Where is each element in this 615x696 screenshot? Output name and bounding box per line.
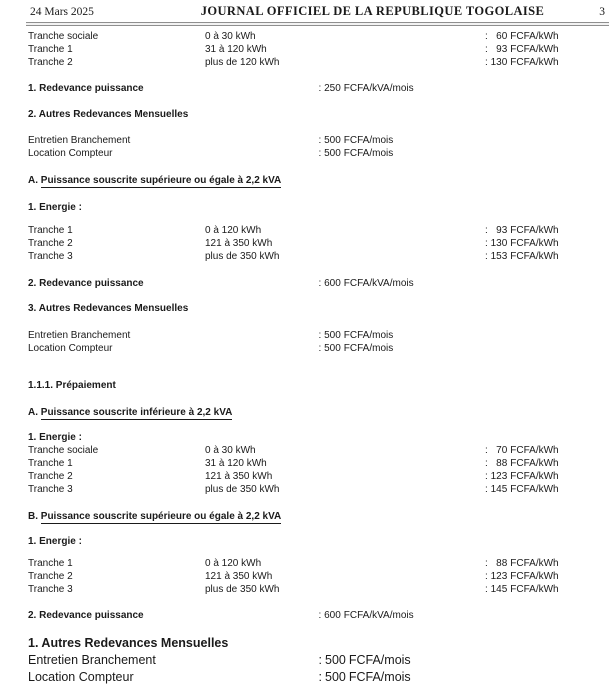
fees-block-2 <box>28 329 609 355</box>
tranche-range: plus de 350 kWh <box>205 251 280 262</box>
value-unit: FCFA/kVA/mois <box>343 278 414 289</box>
value-number: 250 <box>324 83 341 94</box>
rate-unit: FCFA/kWh <box>510 584 559 595</box>
rate-unit: FCFA/kWh <box>510 471 559 482</box>
rate-number: 88 <box>496 458 508 469</box>
value-number: 500 <box>324 343 341 354</box>
tariff-block-2 <box>28 224 609 263</box>
fee-label: Location Compteur <box>28 148 113 159</box>
value-number: 500 <box>324 330 341 341</box>
colon: : <box>318 610 322 621</box>
fee-value <box>319 147 610 160</box>
rate-unit: FCFA/kWh <box>510 238 559 249</box>
colon: : <box>318 148 322 159</box>
section-heading-a <box>28 174 609 187</box>
tranche-rate <box>485 30 609 43</box>
page-header <box>0 0 615 19</box>
redevance-value <box>319 609 610 622</box>
subsection-heading: 2. Autres Redevances Mensuelles <box>28 109 189 120</box>
value-unit: FCFA/kVA/mois <box>343 83 414 94</box>
tranche-label: Tranche sociale <box>28 445 99 456</box>
redevance-value <box>319 277 610 290</box>
redevance-label: 1. Redevance puissance <box>28 83 144 94</box>
energie-heading: 1. Energie : <box>28 202 82 213</box>
tranche-label: Tranche 1 <box>28 44 73 55</box>
tranche-label: Tranche 3 <box>28 251 73 262</box>
section-heading-a2 <box>28 406 609 419</box>
tranche-label: Tranche 3 <box>28 484 73 495</box>
energie-heading: 1. Energie : <box>28 536 82 547</box>
tranche-label: Tranche 2 <box>28 238 73 249</box>
tranche-label: Tranche 2 <box>28 471 73 482</box>
fee-value <box>319 329 610 342</box>
colon: : <box>485 225 488 236</box>
tranche-label: Tranche 1 <box>28 225 73 236</box>
section-letter: A. <box>28 175 38 186</box>
tranche-rate <box>485 237 609 250</box>
tranche-rate <box>485 224 609 237</box>
colon: : <box>318 330 322 341</box>
section-letter: A. <box>28 407 38 418</box>
colon: : <box>318 135 322 146</box>
prepaiement-heading: 1.1.1. Prépaiement <box>28 380 116 391</box>
tranche-range: 31 à 120 kWh <box>205 458 267 469</box>
fee-label: Entretien Branchement <box>28 330 131 341</box>
colon: : <box>485 484 488 495</box>
header-double-rule <box>26 22 609 26</box>
section-title: Puissance souscrite supérieure ou égale à 2,2 kVA <box>40 175 282 186</box>
tariff-row <box>28 570 609 583</box>
value-unit: FCFA/kVA/mois <box>343 610 414 621</box>
colon: : <box>485 44 488 55</box>
fee-value <box>319 342 610 355</box>
rate-unit: FCFA/kWh <box>510 445 559 456</box>
tranche-label: Tranche sociale <box>28 31 99 42</box>
rate-unit: FCFA/kWh <box>510 31 559 42</box>
redevance-row <box>28 277 609 290</box>
tranche-range: plus de 120 kWh <box>205 57 280 68</box>
value-number: 600 <box>324 278 341 289</box>
tranche-rate <box>485 570 609 583</box>
tranche-label: Tranche 1 <box>28 458 73 469</box>
tranche-range: plus de 350 kWh <box>205 484 280 495</box>
value-number: 500 <box>325 670 346 684</box>
fee-row <box>28 652 609 669</box>
colon: : <box>318 670 322 684</box>
value-unit: FCFA/mois <box>348 653 411 667</box>
tariff-block-1 <box>28 30 609 69</box>
subsection-heading-large: 1. Autres Redevances Mensuelles <box>28 636 229 650</box>
tranche-range: 0 à 30 kWh <box>205 445 256 456</box>
fee-row <box>28 329 609 342</box>
tariff-block-4 <box>28 557 609 596</box>
value-number: 500 <box>324 135 341 146</box>
value-unit: FCFA/mois <box>343 148 394 159</box>
tranche-range: 121 à 350 kWh <box>205 571 273 582</box>
rate-number: 145 <box>490 484 508 495</box>
tranche-range: 0 à 30 kWh <box>205 31 256 42</box>
tranche-label: Tranche 2 <box>28 571 73 582</box>
rate-number: 93 <box>496 44 508 55</box>
tranche-rate <box>485 250 609 263</box>
rate-unit: FCFA/kWh <box>510 57 559 68</box>
redevance-value <box>319 82 610 95</box>
fee-value <box>319 669 610 686</box>
tariff-row <box>28 483 609 496</box>
value-unit: FCFA/mois <box>343 330 394 341</box>
tariff-row <box>28 30 609 43</box>
value-number: 500 <box>324 148 341 159</box>
colon: : <box>318 653 322 667</box>
fees-block-1 <box>28 134 609 160</box>
tranche-range: 0 à 120 kWh <box>205 225 262 236</box>
value-unit: FCFA/mois <box>343 135 394 146</box>
rate-number: 88 <box>496 558 508 569</box>
rate-unit: FCFA/kWh <box>510 44 559 55</box>
header-date: 24 Mars 2025 <box>30 6 94 18</box>
colon: : <box>485 584 488 595</box>
tranche-rate <box>485 43 609 56</box>
value-number: 600 <box>324 610 341 621</box>
tranche-rate <box>485 483 609 496</box>
rate-number: 70 <box>496 445 508 456</box>
tranche-range: 31 à 120 kWh <box>205 44 267 55</box>
tranche-rate <box>485 557 609 570</box>
bottom-large-block <box>28 635 609 686</box>
section-title: Puissance souscrite supérieure ou égale à 2,2 kVA <box>40 511 282 522</box>
colon: : <box>318 83 322 94</box>
rate-number: 60 <box>496 31 508 42</box>
colon: : <box>318 278 322 289</box>
rate-unit: FCFA/kWh <box>510 251 559 262</box>
section-title: Puissance souscrite inférieure à 2,2 kVA <box>40 407 233 418</box>
rate-unit: FCFA/kWh <box>510 571 559 582</box>
tranche-range: 121 à 350 kWh <box>205 471 273 482</box>
tariff-row <box>28 43 609 56</box>
rate-number: 130 <box>490 57 508 68</box>
colon: : <box>485 238 488 249</box>
rate-unit: FCFA/kWh <box>510 484 559 495</box>
page-content <box>0 30 615 686</box>
tranche-range: 0 à 120 kWh <box>205 558 262 569</box>
redevance-row <box>28 609 609 622</box>
fee-label: Location Compteur <box>28 670 134 684</box>
rate-number: 145 <box>490 584 508 595</box>
subsection-heading: 3. Autres Redevances Mensuelles <box>28 303 189 314</box>
tranche-range: 121 à 350 kWh <box>205 238 273 249</box>
redevance-label: 2. Redevance puissance <box>28 278 144 289</box>
fee-row <box>28 342 609 355</box>
redevance-row <box>28 82 609 95</box>
tariff-row <box>28 557 609 570</box>
tariff-row <box>28 224 609 237</box>
colon: : <box>318 343 322 354</box>
tariff-block-3 <box>28 444 609 496</box>
redevance-label: 2. Redevance puissance <box>28 610 144 621</box>
colon: : <box>485 458 488 469</box>
page-number: 3 <box>599 6 605 18</box>
value-number: 500 <box>325 653 346 667</box>
fee-row <box>28 669 609 686</box>
tranche-range: plus de 350 kWh <box>205 584 280 595</box>
journal-title: JOURNAL OFFICIEL DE LA REPUBLIQUE TOGOLAISE <box>200 4 545 18</box>
tranche-rate <box>485 470 609 483</box>
tariff-row <box>28 457 609 470</box>
tariff-row <box>28 444 609 457</box>
colon: : <box>485 251 488 262</box>
colon: : <box>485 471 488 482</box>
tariff-row <box>28 583 609 596</box>
fee-label: Location Compteur <box>28 343 113 354</box>
rate-number: 123 <box>490 471 508 482</box>
rate-number: 153 <box>490 251 508 262</box>
tranche-label: Tranche 2 <box>28 57 73 68</box>
colon: : <box>485 31 488 42</box>
fee-label: Entretien Branchement <box>28 653 156 667</box>
rate-number: 93 <box>496 225 508 236</box>
tariff-row <box>28 470 609 483</box>
section-heading-b <box>28 510 609 523</box>
tranche-label: Tranche 3 <box>28 584 73 595</box>
tranche-rate <box>485 56 609 69</box>
tranche-label: Tranche 1 <box>28 558 73 569</box>
fee-row <box>28 134 609 147</box>
rate-unit: FCFA/kWh <box>510 558 559 569</box>
rate-number: 130 <box>490 238 508 249</box>
colon: : <box>485 558 488 569</box>
fee-label: Entretien Branchement <box>28 135 131 146</box>
rate-number: 123 <box>490 571 508 582</box>
rate-unit: FCFA/kWh <box>510 225 559 236</box>
fee-value <box>319 134 610 147</box>
fee-value <box>319 652 610 669</box>
value-unit: FCFA/mois <box>348 670 411 684</box>
fee-row <box>28 147 609 160</box>
section-letter: B. <box>28 511 38 522</box>
tariff-row <box>28 250 609 263</box>
tranche-rate <box>485 457 609 470</box>
rate-unit: FCFA/kWh <box>510 458 559 469</box>
tariff-row <box>28 56 609 69</box>
tranche-rate <box>485 444 609 457</box>
tariff-row <box>28 237 609 250</box>
energie-heading: 1. Energie : <box>28 432 82 443</box>
colon: : <box>485 571 488 582</box>
value-unit: FCFA/mois <box>343 343 394 354</box>
colon: : <box>485 445 488 456</box>
colon: : <box>485 57 488 68</box>
tranche-rate <box>485 583 609 596</box>
